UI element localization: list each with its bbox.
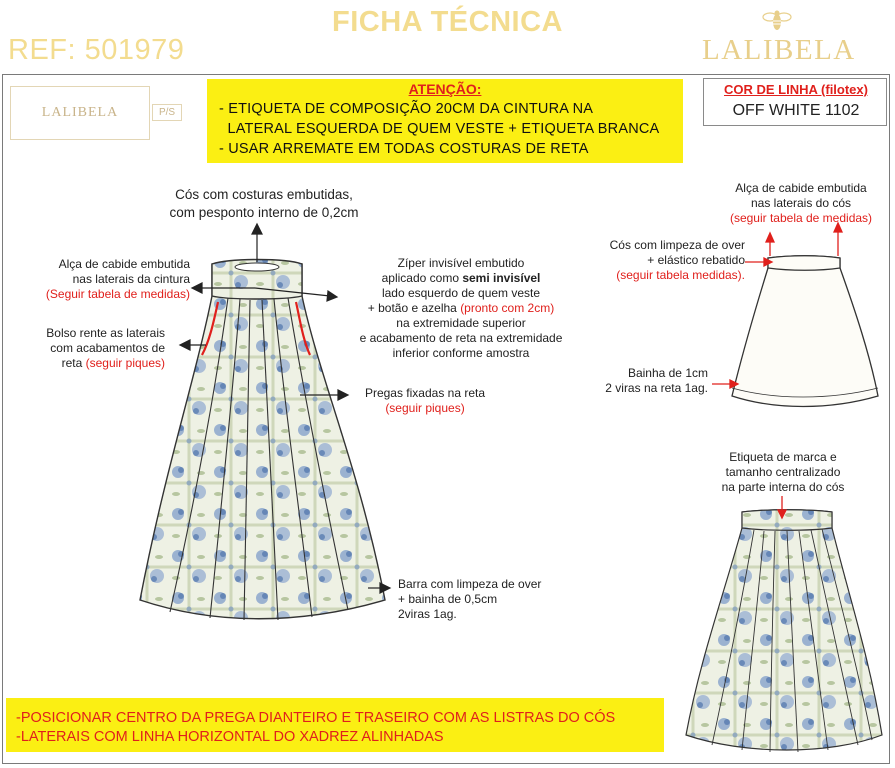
bottom-note: -LATERAIS COM LINHA HORIZONTAL DO XADREZ ALINHADAS bbox=[16, 729, 444, 745]
brand-label-tag: LALIBELA bbox=[10, 86, 150, 140]
attention-line: LATERAL ESQUERDA DE QUEM VESTE + ETIQUETA BRANCA bbox=[219, 121, 660, 137]
zipper-note: Zíper invisível embutido aplicado como semi invisível lado esquerdo de quem veste + botão e azelha (pronto com 2cm) na extremidade superior e acabamento de reta na extremidade inferior conforme amostra bbox=[359, 256, 563, 360]
thread-color-title: COR DE LINHA (filotex) bbox=[724, 82, 868, 97]
detail-skirt-drawing bbox=[686, 510, 882, 752]
page-title: FICHA TÉCNICA bbox=[332, 6, 563, 38]
waistband-note: Cós com costuras embutidas, com pesponto interno de 0,2cm bbox=[169, 187, 359, 220]
attention-line: - USAR ARREMATE EM TODAS COSTURAS DE RETA bbox=[219, 141, 589, 157]
pocket-note: Bolso rente as laterais com acabamentos de reta (seguir piques) bbox=[46, 326, 165, 370]
attention-title: ATENÇÃO: bbox=[408, 81, 482, 97]
attention-line: - ETIQUETA DE COMPOSIÇÃO 20CM DA CINTURA NA bbox=[219, 101, 594, 117]
back-skirt-drawing bbox=[732, 256, 878, 407]
bottom-notes-box bbox=[6, 698, 664, 752]
bottom-note: -POSICIONAR CENTRO DA PREGA DIANTEIRO E TRASEIRO COM AS LISTRAS DO CÓS bbox=[16, 710, 616, 726]
thread-color-value: OFF WHITE 1102 bbox=[732, 102, 860, 119]
reference-code: REF: 501979 bbox=[8, 34, 185, 66]
brand-logo: LALIBELA bbox=[702, 34, 856, 66]
back-hanger-note: Alça de cabide embutida nas laterais do cós (seguir tabela de medidas) bbox=[729, 181, 873, 225]
brand-label-note: Etiqueta de marca e tamanho centralizado na parte interna do cós bbox=[721, 450, 845, 494]
back-hem-note: Bainha de 1cm 2 viras na reta 1ag. bbox=[605, 366, 708, 395]
hanger-loop-note: Alça de cabide embutida nas laterais da cintura (Seguir tabela de medidas) bbox=[45, 257, 190, 301]
size-label-tag: P/S bbox=[152, 104, 182, 121]
pleats-note: Pregas fixadas na reta (seguir piques) bbox=[364, 386, 486, 415]
back-waist-note: Cós com limpeza de over + elástico rebatido (seguir tabela medidas). bbox=[609, 238, 745, 282]
hem-note: Barra com limpeza de over + bainha de 0,5cm 2viras 1ag. bbox=[398, 577, 542, 621]
